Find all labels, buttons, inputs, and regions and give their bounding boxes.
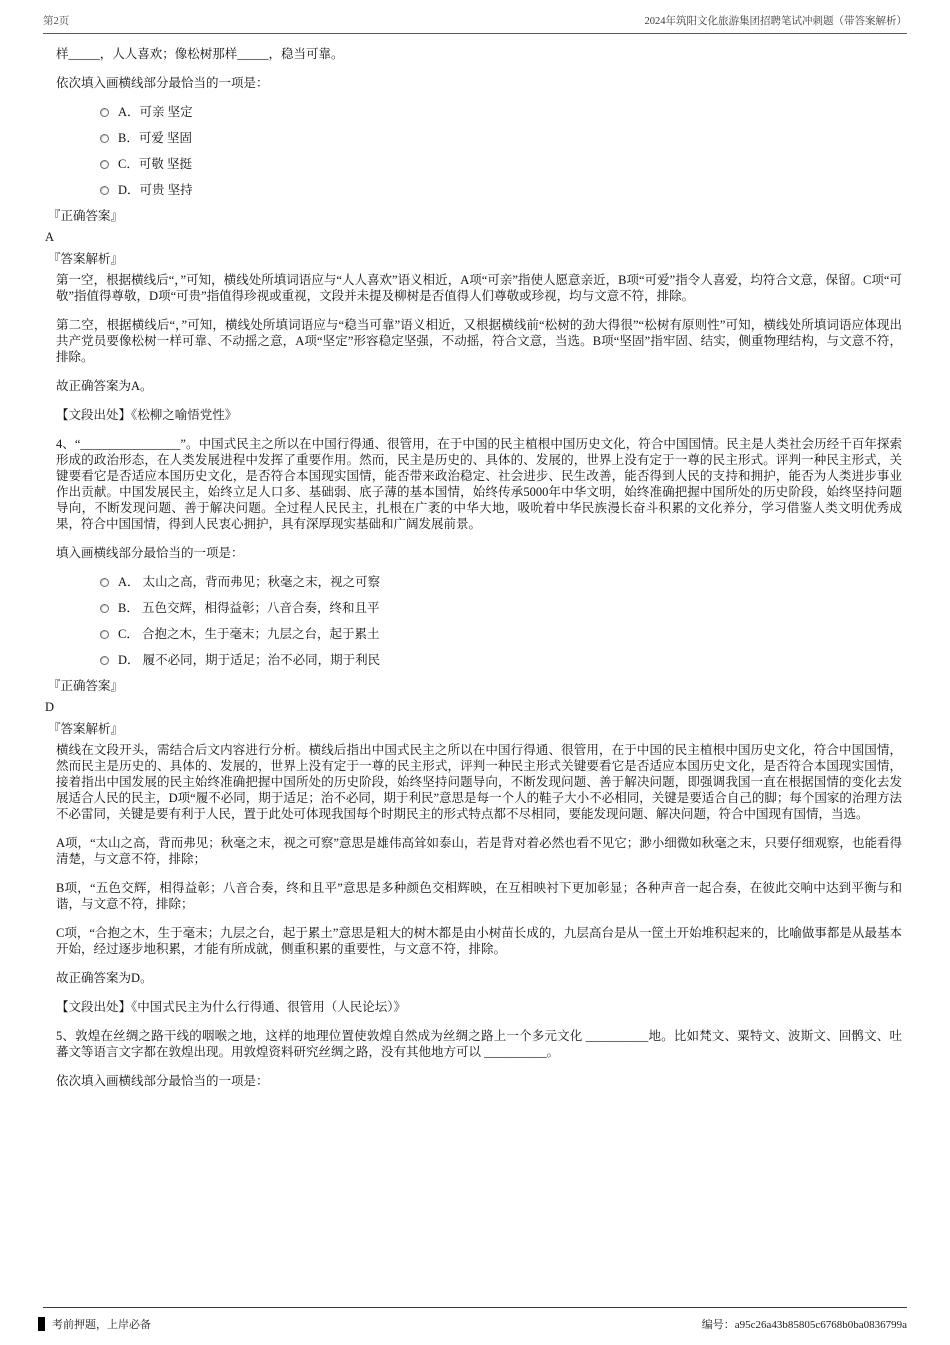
- analysis-paragraph: 横线在文段开头，需结合后文内容进行分析。横线后指出中国式民主之所以在中国行得通、很管用，在于中国的民主植根中国历史文化，符合中国国情，然而民主是历史的、具体的、发展的，世界上没有定于一尊的民主形式，评判一种民主形式关键要看它是否适应本国历史文化，是否符合本国现实国情，接着指出中国发展的民主始终准确把握中国所处的历史阶段，始终坚持问题导向，不断发现问题、善于解决问题，即强调我国一直在根据国情的变化去发展适合人民的民主，D项“履不必同，期于适足；治不必同，期于利民”意思是每一个人的鞋子大小不必相同，关键是要适合自己的脚；每个国家的治理方法不必雷同，关键是要有利于人民，置于此处可体现我国每个时期民主的形式特点都不尽相同，要能发现问题、解决问题，符合中国现有国情，当选。: [56, 743, 902, 821]
- option-label: A． 太山之高，背而弗见；秋毫之末，视之可察: [118, 575, 381, 589]
- footer-slogan: 考前押题，上岸必备: [52, 1319, 151, 1331]
- analysis-paragraph: B项，“五色交辉，相得益彰；八音合奏，终和且平”意思是多种颜色交相辉映，在互相映衬下更加彰显；各种声音一起合奏，在彼此交响中达到平衡与和谐，与文意不符，排除；: [56, 881, 902, 911]
- options-question-3: [100, 104, 902, 198]
- radio-button-icon[interactable]: [100, 134, 109, 143]
- option-label: C． 合抱之木，生于毫末；九层之台，起于累土: [118, 627, 380, 641]
- option-label: A．可亲 坚定: [118, 105, 193, 119]
- answer-section-label: 『答案解析』: [48, 252, 124, 266]
- option-row[interactable]: [100, 626, 902, 642]
- page-number: 第2页: [43, 16, 70, 27]
- option-label: D．可贵 坚持: [118, 183, 193, 197]
- page-footer: [38, 1316, 907, 1332]
- answer-section-label: 『正确答案』: [48, 679, 124, 693]
- content-area: [45, 46, 902, 1102]
- options-question-4: [100, 574, 902, 668]
- option-label: B．可爱 坚固: [118, 131, 192, 145]
- answer-value: A: [45, 230, 55, 244]
- prompt: 依次填入画横线部分最恰当的一项是：: [56, 76, 269, 90]
- conclusion: 故正确答案为D。: [56, 971, 153, 985]
- option-row[interactable]: [100, 156, 902, 172]
- question-stem: 5、敦煌在丝绸之路干线的咽喉之地，这样的地理位置使敦煌自然成为丝绸之路上一个多元文化 __________地。比如梵文、粟特文、波斯文、回鹘文、吐蕃文等语言文字都在敦煌出现。用敦煌资料研究丝绸之路，没有其他地方可以 __________。: [56, 1029, 902, 1059]
- option-label: C．可敬 坚挺: [118, 157, 192, 171]
- option-label: D． 履不必同，期于适足；治不必同，期于利民: [118, 653, 381, 667]
- conclusion: 故正确答案为A。: [56, 379, 153, 393]
- page-header: [43, 13, 907, 28]
- answer-value: D: [45, 700, 55, 714]
- radio-button-icon[interactable]: [100, 578, 109, 587]
- prompt: 依次填入画横线部分最恰当的一项是：: [56, 1074, 269, 1088]
- option-row[interactable]: [100, 652, 902, 668]
- analysis-paragraph: 第二空，根据横线后“，”可知，横线处所填词语应与“稳当可靠”语义相近，又根据横线前“松树的劲大得很”“松树有原则性”可知，横线处所填词语应体现出共产党员要像松树一样可靠、不动摇之意，A项“坚定”形容稳定坚强，不动摇，符合文意，当选。B项“坚固”指牢固、结实，侧重物理结构，与文意不符，排除。: [56, 318, 902, 364]
- option-label: B． 五色交辉，相得益彰；八音合奏，终和且平: [118, 601, 380, 615]
- radio-button-icon[interactable]: [100, 160, 109, 169]
- radio-button-icon[interactable]: [100, 108, 109, 117]
- header-divider: [43, 33, 907, 34]
- document-title: 2024年筑阳文化旅游集团招聘笔试冲刺题（带答案解析）: [644, 16, 907, 27]
- analysis-paragraph: C项，“合抱之木，生于毫末；九层之台，起于累土”意思是粗大的树木都是由小树苗长成的，九层高台是从一筐土开始堆积起来的，比喻做事都是从最基本开始，经过逐步地积累，才能有所成就，侧重积累的重要性，与文意不符，排除。: [56, 926, 902, 956]
- footer-left: [38, 1316, 151, 1332]
- option-row[interactable]: [100, 104, 902, 120]
- radio-button-icon[interactable]: [100, 604, 109, 613]
- document-id: 编号：a95c26a43b85805c6768b0ba0836799a: [701, 1319, 907, 1331]
- analysis-paragraph: A项，“太山之高，背而弗见；秋毫之末，视之可察”意思是雄伟高耸如泰山，若是背对着必然也看不见它；渺小细微如秋毫之末，只要仔细观察，也能看得清楚，与文意不符，排除；: [56, 836, 902, 866]
- option-row[interactable]: [100, 600, 902, 616]
- radio-button-icon[interactable]: [100, 630, 109, 639]
- question-stem-continued: 样_____，人人喜欢；像松树那样_____，稳当可靠。: [56, 47, 344, 61]
- option-row[interactable]: [100, 130, 902, 146]
- radio-button-icon[interactable]: [100, 656, 109, 665]
- source-reference: 【文段出处】《松柳之喻悟党性》: [56, 408, 238, 422]
- answer-section-label: 『答案解析』: [48, 722, 124, 736]
- question-stem: 4、“________________”。中国式民主之所以在中国行得通、很管用，在于中国的民主植根中国历史文化，符合中国国情。民主是人类社会历经千百年探索形成的政治形态，在人类发展进程中发挥了重要作用。然而，民主是历史的、具体的、发展的，世界上没有定于一尊的民主形式。评判一种民主形式，关键要看它是否适应本国历史文化，是否符合本国现实国情，能否带来政治稳定、社会进步、民生改善，能否得到人民的支持和拥护，能否为人类进步事业作出贡献。中国发展民主，始终立足人口多、基础弱、底子薄的基本国情，始终传承5000年中华文明，始终准确把握中国所处的历史阶段，始终坚持问题导向，不断发现问题、善于解决问题。全过程人民民主，扎根在广袤的中华大地，吸吮着中华民族漫长奋斗积累的文化养分，学习借鉴人类文明优秀成果，符合中国国情，得到人民衷心拥护，具有深厚现实基础和广阔发展前景。: [56, 437, 902, 531]
- prompt: 填入画横线部分最恰当的一项是：: [56, 546, 244, 560]
- answer-section-label: 『正确答案』: [48, 209, 124, 223]
- option-row[interactable]: [100, 182, 902, 198]
- footer-divider: [43, 1307, 907, 1308]
- analysis-paragraph: 第一空，根据横线后“，”可知，横线处所填词语应与“人人喜欢”语义相近，A项“可亲”指使人愿意亲近，B项“可爱”指令人喜爱，均符合文意，保留。C项“可敬”指值得尊敬，D项“可贵”指值得珍视或重视，文段并未提及柳树是否值得人们尊敬或珍视，均与文意不符，排除。: [56, 273, 902, 303]
- source-reference: 【文段出处】《中国式民主为什么行得通、很管用（人民论坛）》: [56, 1000, 407, 1014]
- footer-marker-icon: [38, 1317, 45, 1331]
- radio-button-icon[interactable]: [100, 186, 109, 195]
- option-row[interactable]: [100, 574, 902, 590]
